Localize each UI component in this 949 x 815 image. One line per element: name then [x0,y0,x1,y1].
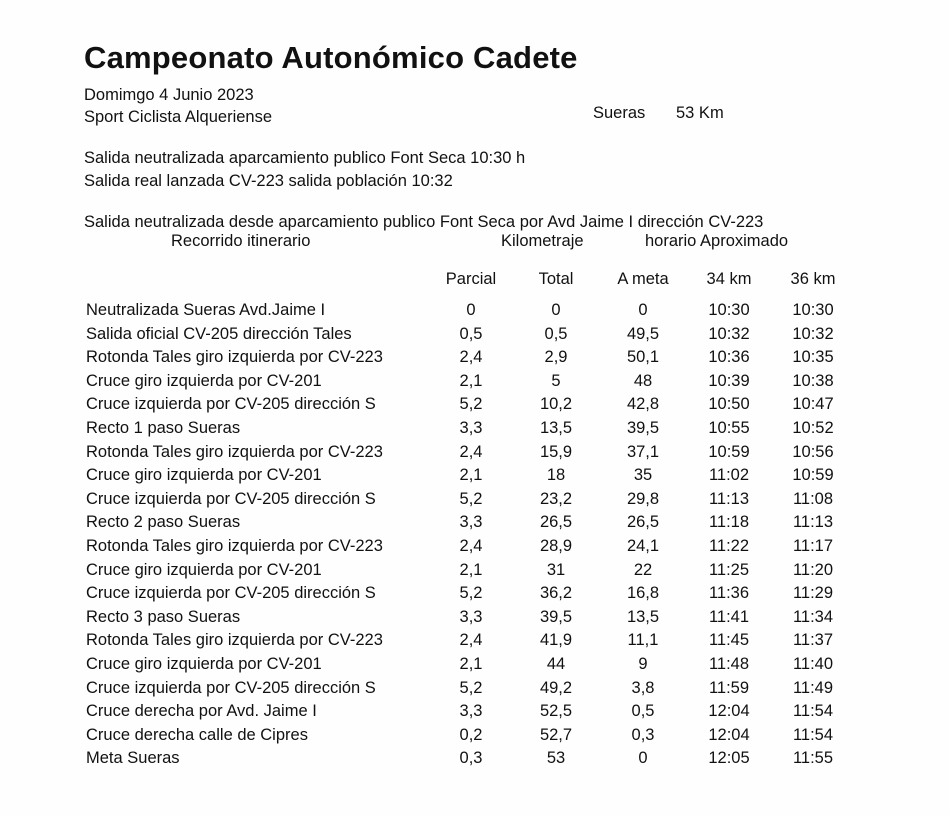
table-row [84,629,855,653]
section-label-kilometrage: Kilometraje [501,232,584,250]
cell-34km: 10:59 [708,442,750,461]
cell-a-meta: 42,8 [626,395,660,414]
cell-36km: 10:59 [792,466,834,485]
cell-36km: 11:55 [792,749,834,768]
cell-parcial: 5,2 [459,678,483,697]
cell-description: Salida oficial CV-205 dirección Tales [86,324,352,343]
table-row [84,393,855,417]
cell-description: Cruce derecha por Avd. Jaime I [86,702,317,721]
cell-description: Neutralizada Sueras Avd.Jaime I [86,301,326,319]
table-row [84,299,855,323]
cell-description: Cruce izquierda por CV-205 dirección S [86,489,376,508]
table-header-row [84,270,855,299]
cell-total: 18 [546,466,566,485]
table-row [84,653,855,677]
cell-a-meta: 24,1 [626,536,660,555]
cell-parcial: 5,2 [459,395,483,414]
cell-34km: 10:32 [708,324,750,343]
cell-36km: 11:40 [792,654,834,673]
cell-36km: 11:54 [792,725,834,744]
cell-a-meta: 0 [638,301,648,319]
cell-36km: 11:49 [792,678,834,697]
cell-34km: 11:41 [708,607,750,626]
cell-a-meta: 13,5 [626,607,660,626]
cell-total: 28,9 [539,536,573,555]
cell-a-meta: 49,5 [626,324,660,343]
cell-a-meta: 35 [633,466,653,485]
table-row [84,511,855,535]
cell-parcial: 2,1 [459,371,483,390]
table-row [84,559,855,583]
cell-parcial: 2,4 [459,348,483,367]
cell-parcial: 2,4 [459,536,483,555]
cell-total: 52,5 [539,702,573,721]
note-route: Salida neutralizada desde aparcamiento publico Font Seca por Avd Jaime I dirección CV-223 [84,213,764,231]
cell-total: 41,9 [539,631,573,650]
cell-34km: 10:30 [708,301,750,319]
cell-a-meta: 16,8 [626,584,660,603]
cell-36km: 11:29 [792,584,834,603]
cell-34km: 10:50 [708,395,750,414]
table-row [84,582,855,606]
column-header-34km: 34 km [706,270,752,288]
cell-36km: 11:17 [792,536,834,555]
cell-description: Rotonda Tales giro izquierda por CV-223 [86,536,383,555]
note-neutral-start: Salida neutralizada aparcamiento publico Font Seca 10:30 h [84,149,526,167]
table-row [84,417,855,441]
cell-total: 52,7 [539,725,573,744]
cell-total: 53 [546,749,566,768]
cell-parcial: 2,1 [459,560,483,579]
organizing-club: Sport Ciclista Alqueriense [84,108,273,126]
cell-parcial: 3,3 [459,513,483,532]
cell-a-meta: 0 [638,749,648,768]
cell-a-meta: 37,1 [626,442,660,461]
cell-parcial: 0,3 [459,749,483,768]
cell-description: Cruce giro izquierda por CV-201 [86,466,322,485]
cell-a-meta: 50,1 [626,348,660,367]
cell-36km: 10:56 [792,442,834,461]
cell-description: Cruce izquierda por CV-205 dirección S [86,395,376,414]
cell-parcial: 5,2 [459,584,483,603]
cell-34km: 10:36 [708,348,750,367]
cell-parcial: 3,3 [459,607,483,626]
cell-total: 13,5 [539,418,573,437]
cell-36km: 11:20 [792,560,834,579]
section-label-route: Recorrido itinerario [171,232,311,250]
table-row [84,441,855,465]
cell-a-meta: 22 [633,560,653,579]
cell-total: 44 [546,654,566,673]
table-row [84,606,855,630]
note-real-start: Salida real lanzada CV-223 salida población 10:32 [84,172,453,190]
cell-description: Cruce giro izquierda por CV-201 [86,560,322,579]
cell-36km: 10:30 [792,301,834,319]
table-row [84,370,855,394]
cell-a-meta: 11,1 [627,631,659,650]
cell-36km: 10:32 [792,324,834,343]
cell-36km: 10:47 [792,395,834,414]
cell-34km: 11:02 [708,466,750,485]
cell-36km: 11:34 [792,607,834,626]
cell-parcial: 0,2 [459,725,483,744]
column-header-a-meta: A meta [617,270,669,288]
page-title: Campeonato Autonómico Cadete [84,40,578,75]
cell-a-meta: 26,5 [626,513,660,532]
cell-34km: 11:36 [708,584,750,603]
cell-description: Meta Sueras [86,749,180,768]
cell-total: 36,2 [539,584,573,603]
cell-36km: 10:35 [792,348,834,367]
cell-parcial: 3,3 [459,418,483,437]
cell-a-meta: 3,8 [631,678,655,697]
cell-description: Cruce giro izquierda por CV-201 [86,654,322,673]
cell-parcial: 2,4 [459,631,483,650]
cell-36km: 11:13 [792,513,834,532]
column-header-parcial: Parcial [445,270,497,288]
cell-a-meta: 48 [633,371,653,390]
event-date: Domimgo 4 Junio 2023 [84,86,254,104]
section-label-schedule: horario Aproximado [645,232,789,250]
cell-parcial: 2,1 [459,466,483,485]
table-row [84,323,855,347]
cell-description: Rotonda Tales giro izquierda por CV-223 [86,442,383,461]
cell-34km: 12:04 [708,702,750,721]
cell-description: Recto 3 paso Sueras [86,607,241,626]
table-row [84,346,855,370]
cell-total: 10,2 [539,395,573,414]
itinerary-table [84,270,855,771]
cell-description: Rotonda Tales giro izquierda por CV-223 [86,631,383,650]
cell-34km: 11:13 [708,489,750,508]
cell-a-meta: 0,3 [631,725,655,744]
cell-a-meta: 9 [638,654,648,673]
cell-total: 31 [546,560,566,579]
column-header-description [84,270,429,299]
cell-a-meta: 39,5 [626,418,660,437]
column-header-total: Total [538,270,574,288]
event-place: Sueras [593,104,646,122]
cell-description: Recto 2 paso Sueras [86,513,241,532]
cell-parcial: 3,3 [459,702,483,721]
cell-total: 5 [551,371,561,390]
cell-parcial: 0 [466,301,476,319]
table-row [84,677,855,701]
cell-36km: 11:37 [792,631,834,650]
cell-a-meta: 0,5 [631,702,655,721]
table-row [84,724,855,748]
event-distance: 53 Km [676,104,724,122]
cell-36km: 10:52 [792,418,834,437]
cell-total: 39,5 [539,607,573,626]
table-row [84,747,855,771]
cell-total: 0,5 [544,324,568,343]
cell-parcial: 2,4 [459,442,483,461]
cell-34km: 11:59 [708,678,750,697]
cell-parcial: 2,1 [459,654,483,673]
cell-total: 26,5 [539,513,573,532]
cell-parcial: 5,2 [459,489,483,508]
cell-36km: 11:54 [792,702,834,721]
cell-total: 15,9 [539,442,573,461]
table-row [84,700,855,724]
cell-total: 49,2 [539,678,573,697]
cell-total: 2,9 [544,348,568,367]
cell-34km: 11:45 [708,631,750,650]
cell-description: Cruce izquierda por CV-205 dirección S [86,678,376,697]
column-header-36km: 36 km [790,270,836,288]
cell-36km: 11:08 [792,489,834,508]
cell-34km: 12:04 [708,725,750,744]
table-row [84,488,855,512]
cell-34km: 12:05 [708,749,750,768]
cell-parcial: 0,5 [459,324,483,343]
table-row [84,535,855,559]
cell-36km: 10:38 [792,371,834,390]
cell-34km: 11:22 [708,536,750,555]
cell-a-meta: 29,8 [626,489,660,508]
cell-total: 0 [551,301,561,319]
cell-description: Cruce giro izquierda por CV-201 [86,371,322,390]
cell-description: Cruce izquierda por CV-205 dirección S [86,584,376,603]
cell-34km: 10:39 [708,371,750,390]
cell-description: Cruce derecha calle de Cipres [86,725,308,744]
cell-34km: 11:25 [708,560,750,579]
cell-description: Rotonda Tales giro izquierda por CV-223 [86,348,383,367]
table-row [84,464,855,488]
cell-34km: 10:55 [708,418,750,437]
cell-description: Recto 1 paso Sueras [86,418,241,437]
cell-34km: 11:48 [708,654,750,673]
cell-total: 23,2 [539,489,573,508]
cell-34km: 11:18 [708,513,750,532]
